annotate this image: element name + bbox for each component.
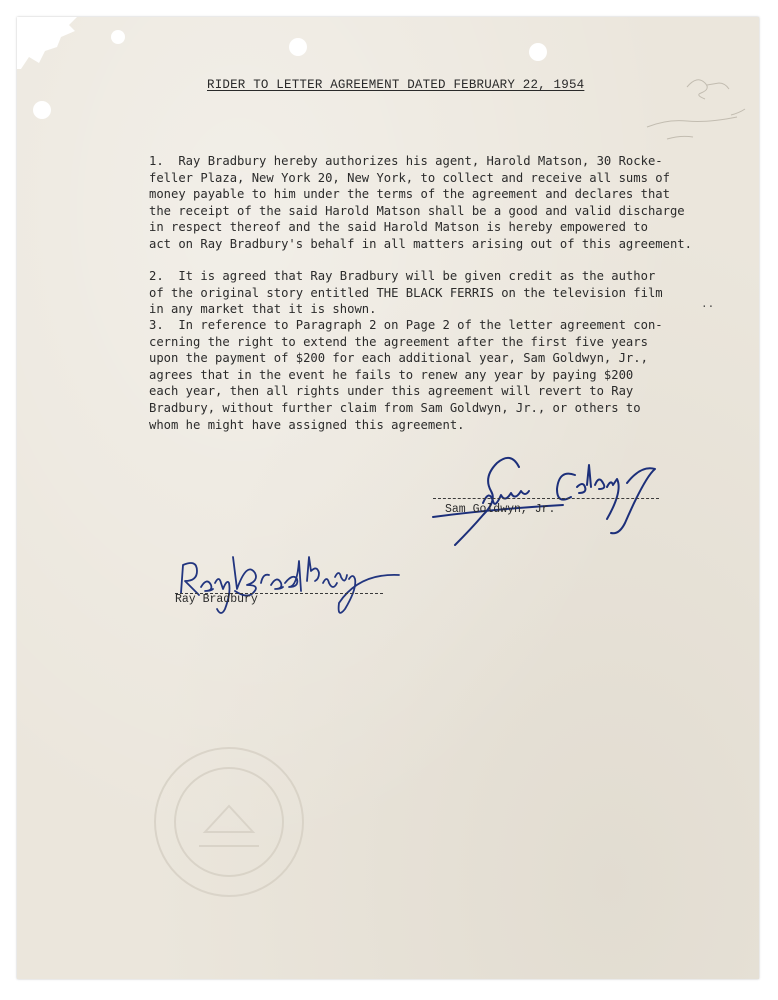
- pencil-marks: [607, 67, 757, 167]
- signature-goldwyn: [427, 445, 667, 555]
- punch-hole: [529, 43, 547, 61]
- paragraph-1: [149, 153, 692, 253]
- paragraph-line: in any market that it is shown.: [149, 302, 377, 317]
- paragraph-line: act on Ray Bradbury's behalf in all matters arising out of this agreement.: [149, 236, 692, 251]
- punch-hole: [111, 30, 125, 44]
- paragraph-line: in respect thereof and the said Harold Matson is hereby empowered to: [149, 220, 648, 235]
- torn-corner: [17, 17, 77, 69]
- paragraph-line: 2. It is agreed that Ray Bradbury will be given credit as the author: [149, 269, 656, 283]
- paragraph-line: whom he might have assigned this agreement.: [149, 417, 465, 432]
- paragraph-line: 1. Ray Bradbury hereby authorizes his agent, Harold Matson, 30 Rocke-: [149, 154, 663, 168]
- paragraph-line: of the original story entitled THE BLACK FERRIS on the television film: [149, 285, 663, 300]
- signature-bradbury: [167, 537, 417, 627]
- paragraph-3: [149, 317, 663, 433]
- typed-name-bradbury: Ray Bradbury: [175, 593, 258, 606]
- document-page: [17, 17, 759, 979]
- paragraph-line: money payable to him under the terms of the agreement and declares that: [149, 187, 670, 202]
- paragraph-line: upon the payment of $200 for each additional year, Sam Goldwyn, Jr.,: [149, 351, 648, 366]
- paragraph-line: 3. In reference to Paragraph 2 on Page 2 of the letter agreement con-: [149, 318, 663, 332]
- paragraph-line: agrees that in the event he fails to renew any year by paying $200: [149, 367, 634, 382]
- paragraph-line: each year, then all rights under this agreement will revert to Ray: [149, 384, 634, 399]
- paragraph-line: the receipt of the said Harold Matson shall be a good and valid discharge: [149, 203, 685, 218]
- paragraph-line: cerning the right to extend the agreement after the first five years: [149, 334, 648, 349]
- margin-mark: ..: [701, 299, 715, 311]
- signature-line: [433, 498, 659, 499]
- document-title: RIDER TO LETTER AGREEMENT DATED FEBRUARY 22, 1954: [207, 78, 585, 92]
- embossed-seal: [149, 742, 309, 902]
- punch-hole: [289, 38, 307, 56]
- typed-name-goldwyn: Sam Goldwyn, Jr.: [445, 503, 556, 516]
- paragraph-line: feller Plaza, New York 20, New York, to collect and receive all sums of: [149, 170, 670, 185]
- paragraph-2: [149, 268, 663, 318]
- paragraph-line: Bradbury, without further claim from Sam Goldwyn, Jr., or others to: [149, 400, 641, 415]
- punch-hole: [33, 101, 51, 119]
